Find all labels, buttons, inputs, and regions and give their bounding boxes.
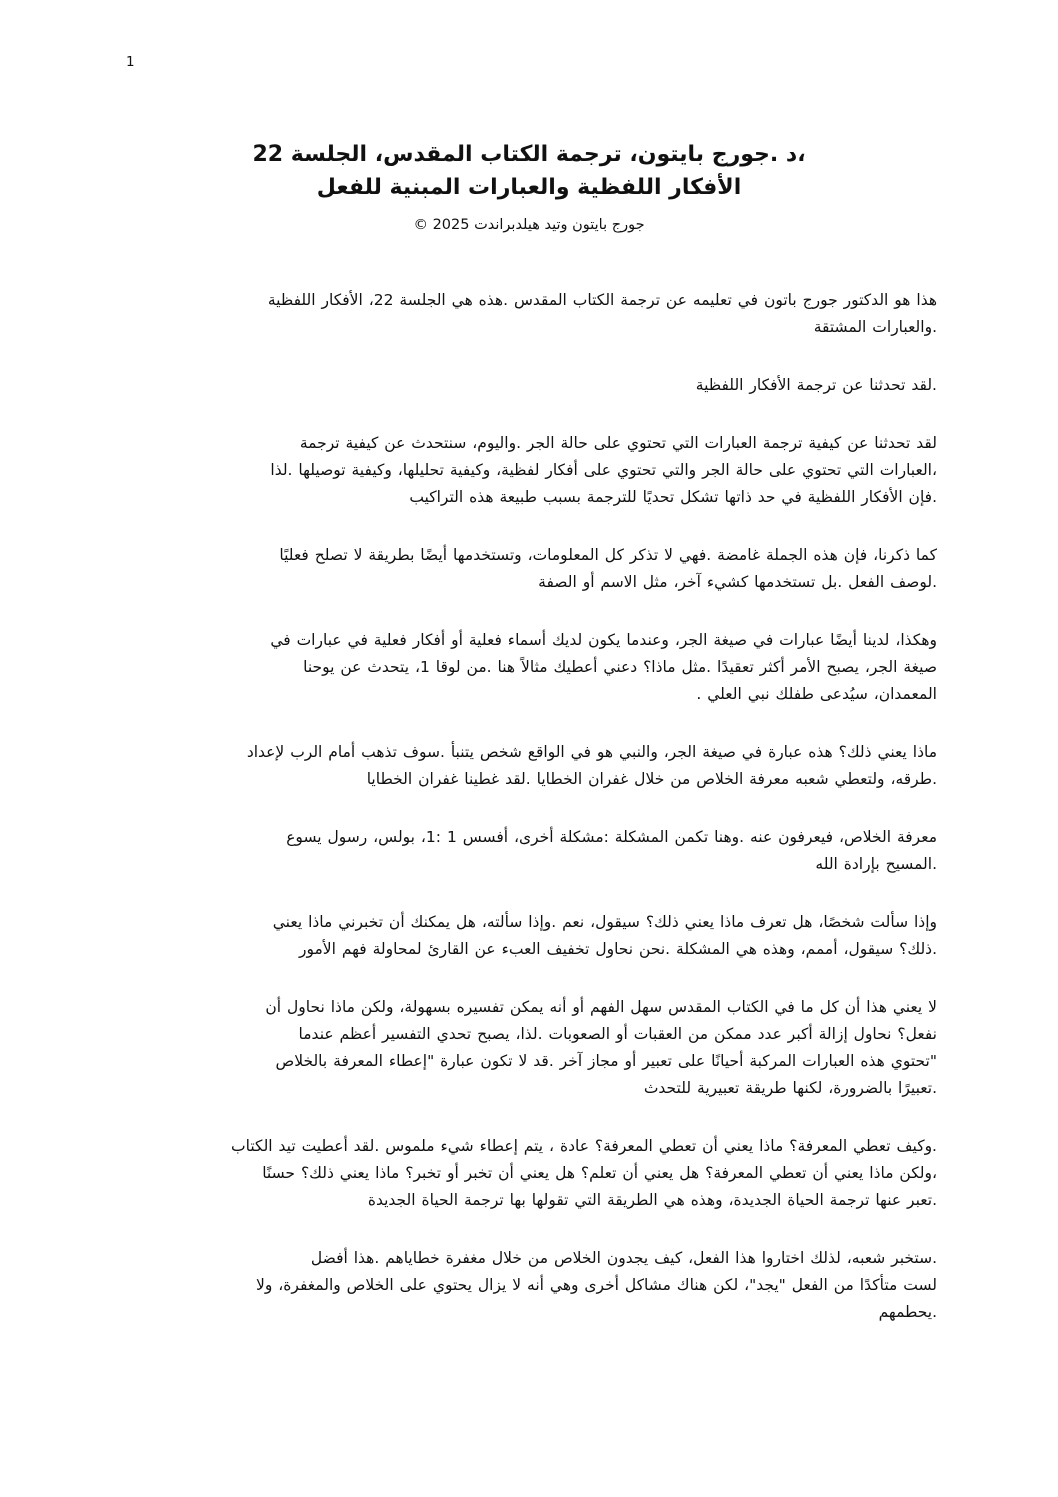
text-line: معرفة الخلاص، فيعرفون عنه .وهنا تكمن المشكلة :مشكلة أخرى، أفسس 1 :1، بولس، رسول يسوع [286,828,937,846]
paragraph [121,1245,937,1326]
text-line: .فإن الأفكار اللفظية في حد ذاتها تشكل تحديًا للترجمة بسبب طبيعة هذه التراكيب [409,488,937,506]
paragraph [121,627,937,708]
text-line: .المسيح بإرادة الله [815,855,937,873]
paragraph [121,430,937,511]
text-line: .يحطمهم [878,1303,937,1321]
paragraph [121,372,937,399]
text-line: .وكيف تعطي المعرفة؟ ماذا يعني أن تعطي المعرفة؟ عادة ، يتم إعطاء شيء ملموس .لقد أعطيت تيد الكتاب [231,1137,937,1155]
text-line: .والعبارات المشتقة [813,318,937,336]
text-line: .تعبيرًا بالضرورة، لكنها طريقة تعبيرية للتحدث [643,1079,937,1097]
text-line: نفعل؟ نحاول إزالة أكبر عدد ممكن من العقبات أو الصعوبات .لذا، يصبح تحدي التفسير أعظم عندما [298,1025,937,1043]
document-header [121,138,937,237]
text-line: صيغة الجر، يصبح الأمر أكثر تعقيدًا .مثل ماذا؟ دعني أعطيك مثالاً هنا .من لوقا 1، يتحدث عن يوحنا [303,658,937,676]
text-line: لقد تحدثنا عن كيفية ترجمة العبارات التي تحتوي على حالة الجر .واليوم، سنتحدث عن كيفية ترجمة [299,434,937,452]
paragraph [121,542,937,596]
text-line: .ستخبر شعبه، لذلك اختاروا هذا الفعل، كيف يجدون الخلاص من خلال مغفرة خطاياهم .هذا أفضل [310,1249,937,1267]
text-line: "تحتوي هذه العبارات المركبة أحيانًا على تعبير أو مجاز آخر .قد لا تكون عبارة "إعطاء المعرفة بالخلاص [275,1052,937,1070]
document-title-line1: ،د .جورج بايتون، ترجمة الكتاب المقدس، الجلسة 22 [252,142,806,167]
text-line: هذا هو الدكتور جورج باتون في تعليمه عن ترجمة الكتاب المقدس .هذه هي الجلسة 22، الأفكار اللفظية [267,291,937,309]
text-line: ماذا يعني ذلك؟ هذه عبارة في صيغة الجر، والنبي هو في الواقع شخص يتنبأ .سوف تذهب أمام الرب لإعداد [246,743,937,761]
document-title-line2: الأفكار اللفظية والعبارات المبنية للفعل [316,175,742,200]
paragraph [121,909,937,963]
text-line: المعمدان، سيُدعى طفلك نبي العلي . [696,685,937,703]
text-line: .ذلك؟ سيقول، أممم، وهذه هي المشكلة .نحن نحاول تخفيف العبء عن القارئ لمحاولة فهم الأمور [298,940,937,958]
text-line: وهكذا، لدينا أيضًا عبارات في صيغة الجر، وعندما يكون لديك أسماء فعلية أو أفكار فعلية في عبارات في [270,631,937,649]
text-line: كما ذكرنا، فإن هذه الجملة غامضة .فهي لا تذكر كل المعلومات، وتستخدمها أيضًا بطريقة لا تصلح فعليًا [279,546,937,564]
paragraph [121,287,937,341]
text-line: .لوصف الفعل .بل تستخدمها كشيء آخر، مثل الاسم أو الصفة [538,573,937,591]
text-line: لست متأكدًا من الفعل "يجد"، لكن هناك مشاكل أخرى وهي أنه لا يزال يحتوي على الخلاص والمغفرة، ولا [256,1276,937,1294]
paragraph [121,1133,937,1214]
text-line: .تعبر عنها ترجمة الحياة الجديدة، وهذه هي الطريقة التي تقولها بها ترجمة الحياة الجديدة [367,1191,937,1209]
paragraph [121,739,937,793]
text-line: وإذا سألت شخصًا، هل تعرف ماذا يعني ذلك؟ سيقول، نعم .وإذا سألته، هل يمكنك أن تخبرني ماذا يعني [272,913,937,931]
paragraph [121,994,937,1102]
text-line: .طرقه، ولتعطي شعبه معرفة الخلاص من خلال غفران الخطايا .لقد غطينا غفران الخطايا [366,770,937,788]
text-line: ،العبارات التي تحتوي على حالة الجر والتي تحتوي على أفكار لفظية، وكيفية تحليلها، وكيفية توصيلها .لذا [270,461,937,479]
document-body [121,287,937,1326]
text-line: لا يعني هذا أن كل ما في الكتاب المقدس سهل الفهم أو أنه يمكن تفسيره بسهولة، ولكن ماذا نحاول أن [265,998,937,1016]
paragraph [121,824,937,878]
page-number: 1 [126,54,135,70]
text-line: ،ولكن ماذا يعني أن تعطي المعرفة؟ هل يعني أن تعلم؟ هل يعني أن تخبر أو تخبر؟ ماذا يعني ذلك؟ حسنًا [262,1164,937,1182]
copyright-byline: جورج بايتون وتيد هيلدبراندت 2025 © [413,217,645,233]
text-line: .لقد تحدثنا عن ترجمة الأفكار اللفظية [695,376,937,394]
